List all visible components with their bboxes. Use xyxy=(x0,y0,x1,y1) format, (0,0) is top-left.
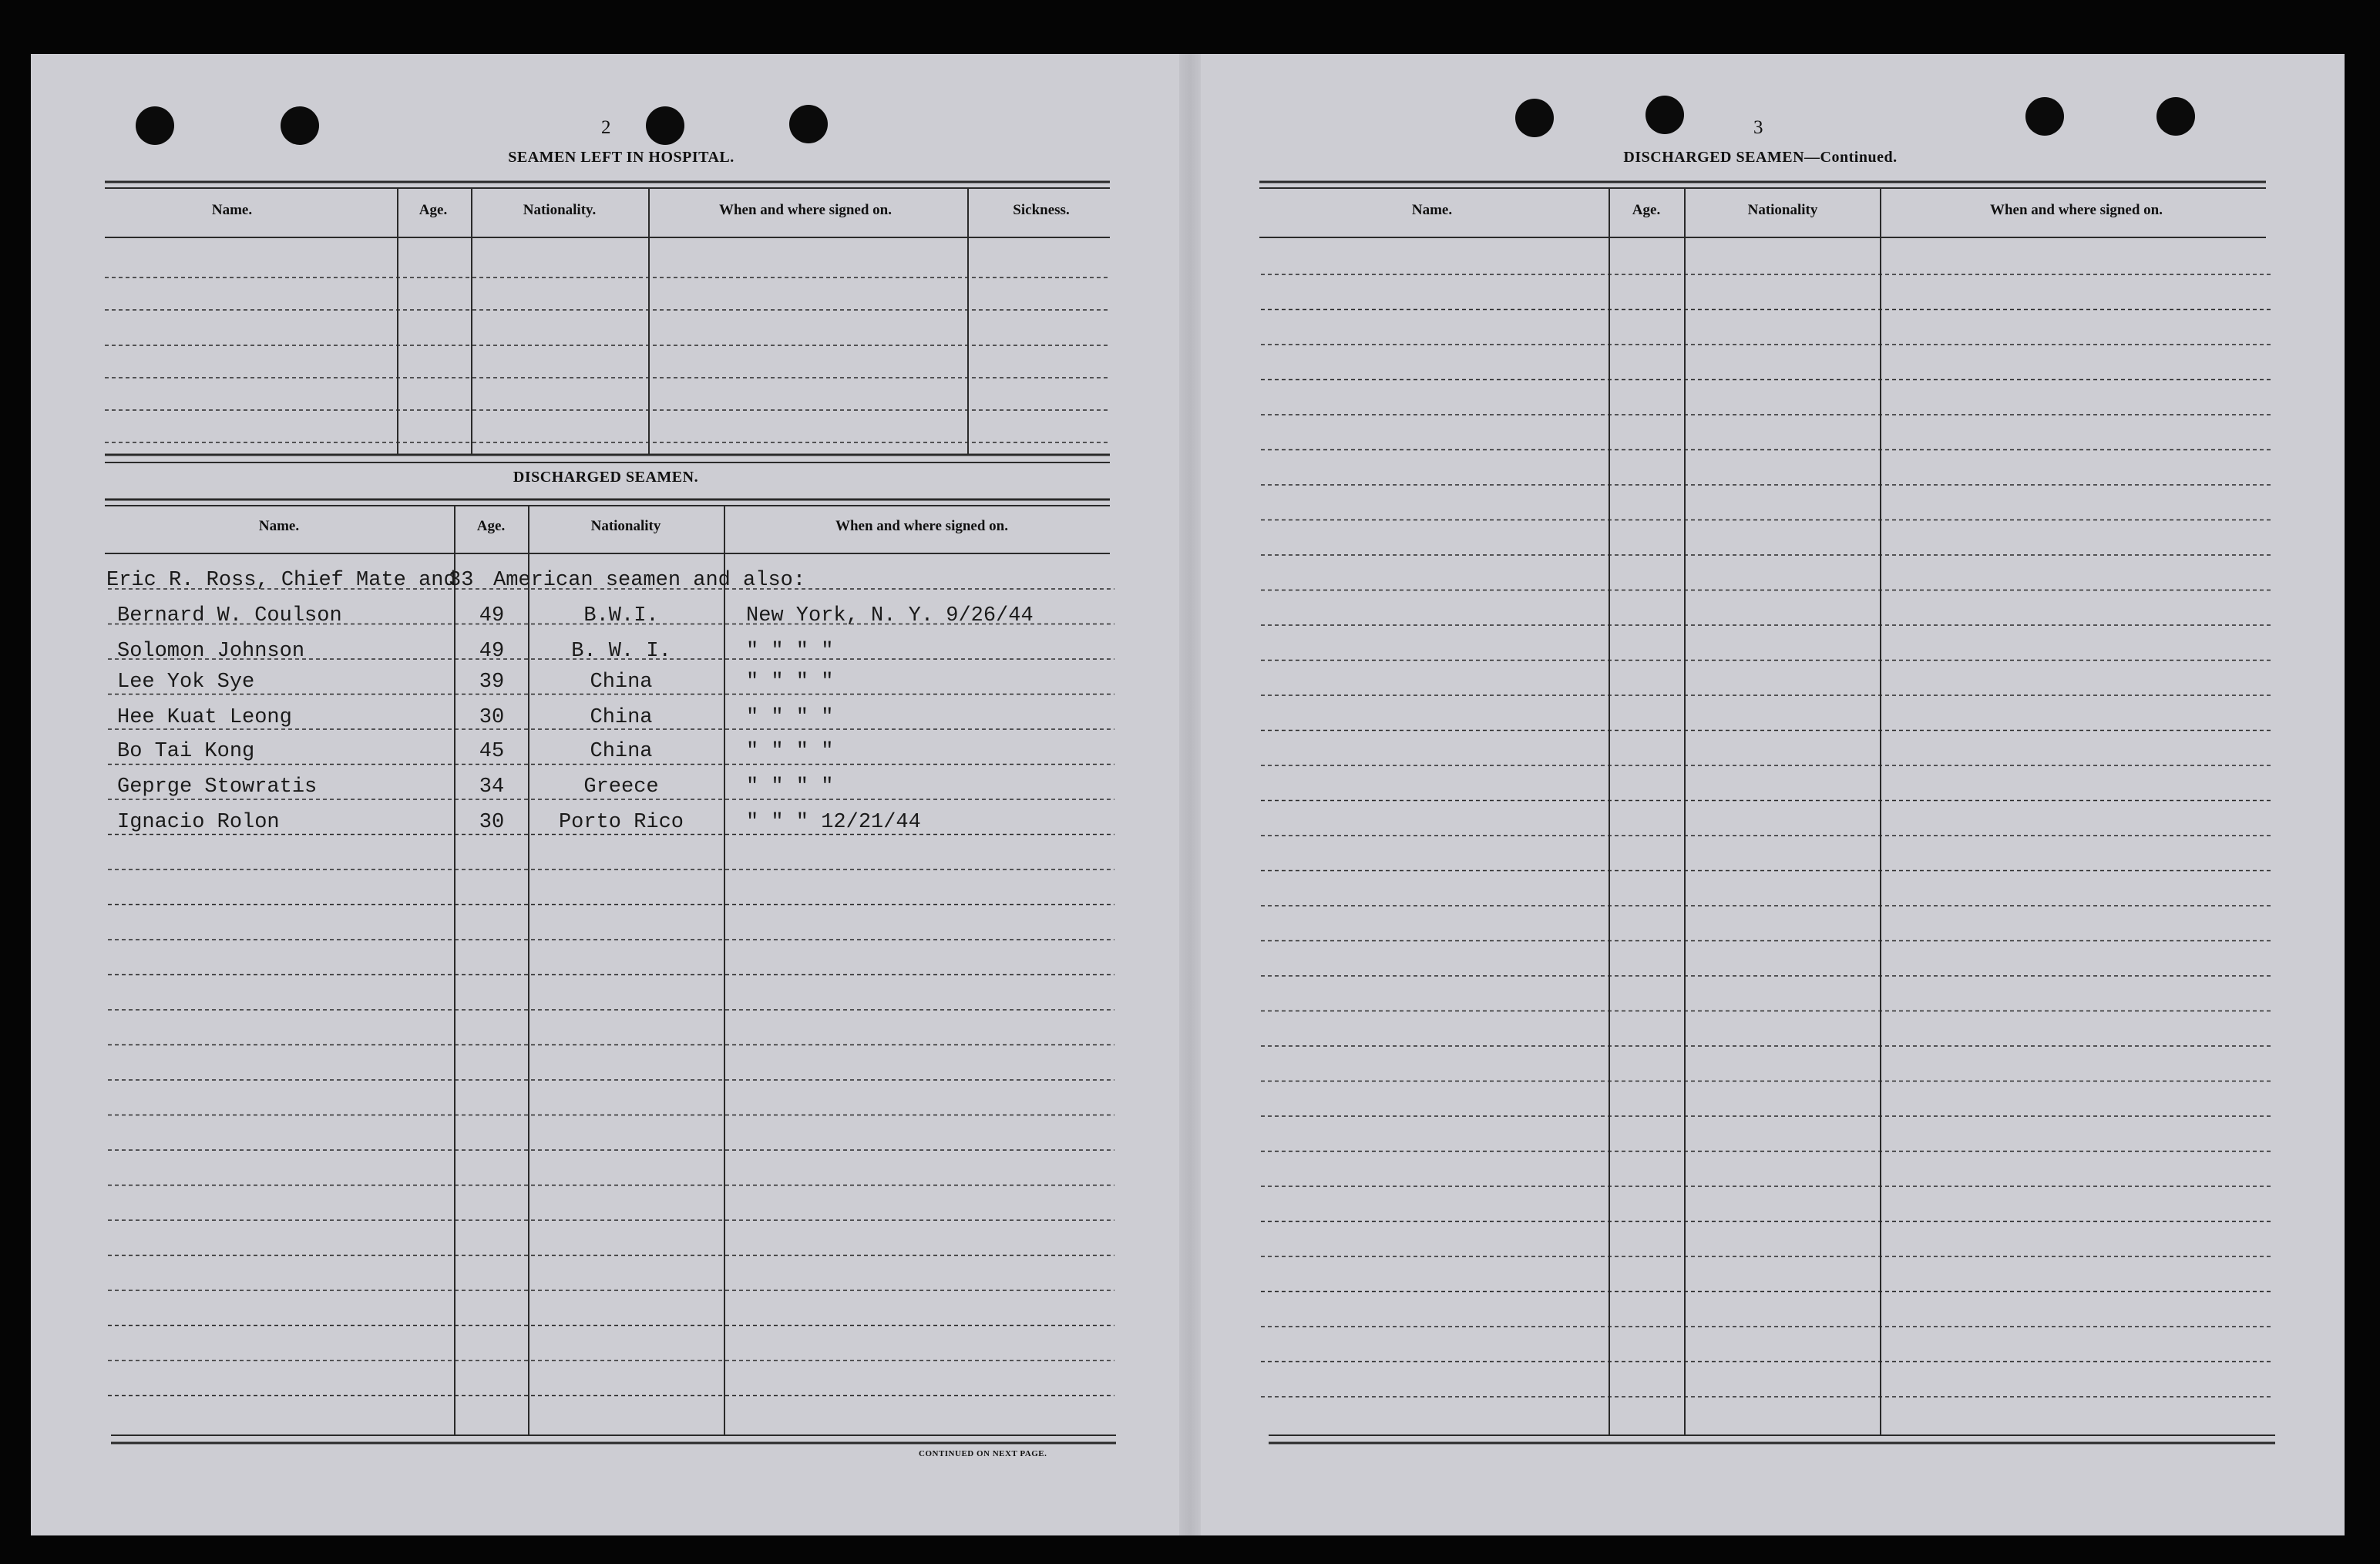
entry-age: 30 xyxy=(479,811,505,834)
entry-name: Bernard W. Coulson xyxy=(117,604,342,627)
entry-age: 34 xyxy=(479,775,505,799)
entry-age: 30 xyxy=(479,706,505,729)
entry-age: 49 xyxy=(479,640,505,663)
entry-age: 45 xyxy=(479,740,505,763)
entry-nationality: China xyxy=(590,740,653,763)
entry-signed-on: " " " " xyxy=(746,671,834,694)
hospital-col-signed-on: When and where signed on. xyxy=(718,202,892,218)
continued-section-title: DISCHARGED SEAMEN—Continued. xyxy=(1623,149,1898,166)
page-gutter xyxy=(1179,54,1201,1535)
punch-hole xyxy=(646,106,684,145)
hospital-col-nationality: Nationality. xyxy=(523,202,597,218)
discharged-section-title: DISCHARGED SEAMEN. xyxy=(513,469,699,486)
right-col-name: Name. xyxy=(1411,202,1453,218)
punch-hole xyxy=(136,106,174,145)
hospital-col-sickness: Sickness. xyxy=(1013,202,1070,218)
entry-name: Bo Tai Kong xyxy=(117,740,255,763)
entry-first-line-age: 33 xyxy=(449,569,474,592)
entry-nationality: Greece xyxy=(583,775,659,799)
discharged-col-nationality: Nationality xyxy=(590,518,661,534)
right-col-age: Age. xyxy=(1632,202,1661,218)
discharged-col-signed-on: When and where signed on. xyxy=(835,518,1009,534)
entry-nationality: Porto Rico xyxy=(558,811,684,834)
entry-signed-on: " " " " xyxy=(746,740,834,763)
entry-nationality: B.W.I. xyxy=(583,604,659,627)
entry-signed-on: " " " " xyxy=(746,706,834,729)
entry-signed-on: " " " 12/21/44 xyxy=(746,811,921,834)
punch-hole xyxy=(1645,96,1684,134)
punch-hole xyxy=(2156,97,2195,136)
page-number-right: 3 xyxy=(1753,117,1763,138)
entry-nationality: China xyxy=(590,671,653,694)
entry-age: 39 xyxy=(479,671,505,694)
entry-first-line-name: Eric R. Ross, Chief Mate and xyxy=(106,569,456,592)
entry-signed-on: " " " " xyxy=(746,640,834,663)
punch-hole xyxy=(789,105,828,143)
discharged-col-name: Name. xyxy=(258,518,300,534)
hospital-col-name: Name. xyxy=(211,202,253,218)
continued-footer: CONTINUED ON NEXT PAGE. xyxy=(919,1449,1047,1458)
hospital-section-title: SEAMEN LEFT IN HOSPITAL. xyxy=(508,149,735,166)
entry-nationality: China xyxy=(590,706,653,729)
punch-hole xyxy=(1515,99,1554,137)
punch-hole xyxy=(2025,97,2064,136)
entry-first-line-note: American seamen and also: xyxy=(493,569,806,592)
entry-name: Ignacio Rolon xyxy=(117,811,280,834)
entry-name: Lee Yok Sye xyxy=(117,671,255,694)
right-col-nationality: Nationality xyxy=(1747,202,1818,218)
entry-nationality: B. W. I. xyxy=(571,640,671,663)
entry-signed-on: " " " " xyxy=(746,775,834,799)
page-number-left: 2 xyxy=(601,117,611,138)
entry-name: Hee Kuat Leong xyxy=(117,706,292,729)
discharged-col-age: Age. xyxy=(476,518,506,534)
entry-age: 49 xyxy=(479,604,505,627)
entry-name: Solomon Johnson xyxy=(117,640,305,663)
entry-name: Geprge Stowratis xyxy=(117,775,318,799)
right-col-signed-on: When and where signed on. xyxy=(1989,202,2163,218)
punch-hole xyxy=(281,106,319,145)
entry-signed-on: New York, N. Y. 9/26/44 xyxy=(746,604,1034,627)
hospital-col-age: Age. xyxy=(419,202,448,218)
